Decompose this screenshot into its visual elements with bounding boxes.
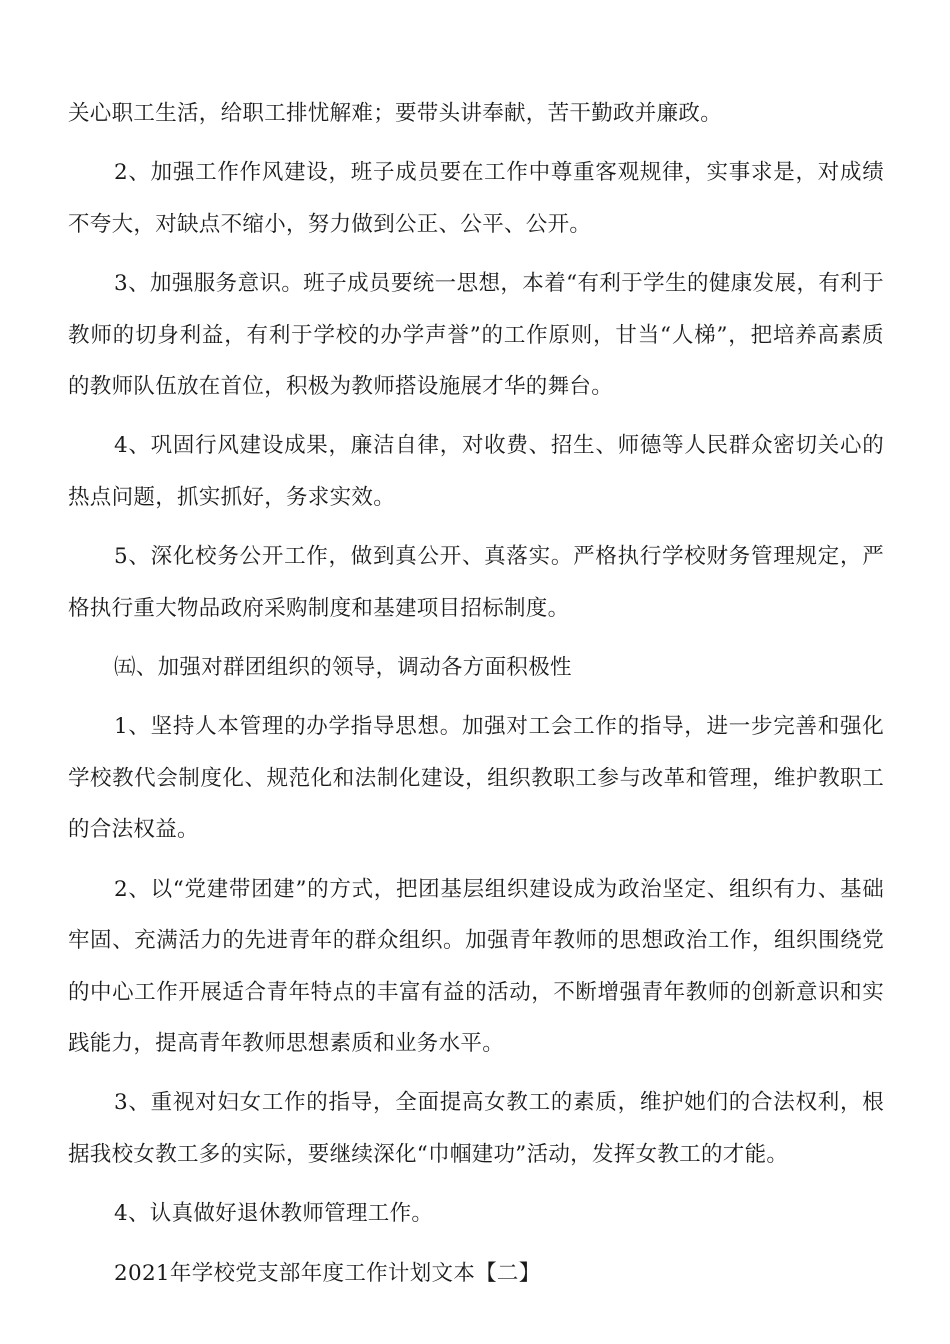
- paragraph-item-4-conduct: 4、巩固行风建设成果，廉洁自律，对收费、招生、师德等人民群众密切关心的热点问题，抓实抓好，务求实效。: [68, 433, 884, 510]
- paragraph-item-2-work-style: 2、加强工作作风建设，班子成员要在工作中尊重客观规律，实事求是，对成绩不夸大，对缺点不缩小，努力做到公正、公平、公开。: [68, 160, 884, 237]
- paragraph-item-1-union: 1、坚持人本管理的办学指导思想。加强对工会工作的指导，进一步完善和强化学校教代会制度化、规范化和法制化建设，组织教职工参与改革和管理，维护教职工的合法权益。: [68, 714, 884, 843]
- paragraph-item-5-openness: 5、深化校务公开工作，做到真公开、真落实。严格执行学校财务管理规定，严格执行重大物品政府采购制度和基建项目招标制度。: [68, 544, 884, 621]
- document-section-title: 2021年学校党支部年度工作计划文本【二】: [114, 1260, 541, 1286]
- paragraph-item-4-retirees: 4、认真做好退休教师管理工作。: [114, 1201, 434, 1227]
- paragraph-item-3-service: 3、加强服务意识。班子成员要统一思想，本着“有利于学生的健康发展，有利于教师的切身利益，有利于学校的办学声誉”的工作原则，甘当“人梯”，把培养高素质的教师队伍放在首位，积极为教师搭设施展才华的舞台。: [68, 271, 884, 400]
- paragraph-item-2-youth: 2、以“党建带团建”的方式，把团基层组织建设成为政治坚定、组织有力、基础牢固、充满活力的先进青年的群众组织。加强青年教师的思想政治工作，组织围绕党的中心工作开展适合青年特点的丰富有益的活动，不断增强青年教师的创新意识和实践能力，提高青年教师思想素质和业务水平。: [68, 876, 884, 1056]
- paragraph-item-3-women: 3、重视对妇女工作的指导，全面提高女教工的素质，维护她们的合法权利，根据我校女教工多的实际，要继续深化“巾帼建功”活动，发挥女教工的才能。: [68, 1090, 884, 1167]
- section-heading-5: ㈤、加强对群团组织的领导，调动各方面积极性: [114, 655, 572, 681]
- document-body: [68, 88, 884, 1307]
- paragraph-continuation: 关心职工生活，给职工排忧解难；要带头讲奉献，苦干勤政并廉政。: [68, 101, 723, 126]
